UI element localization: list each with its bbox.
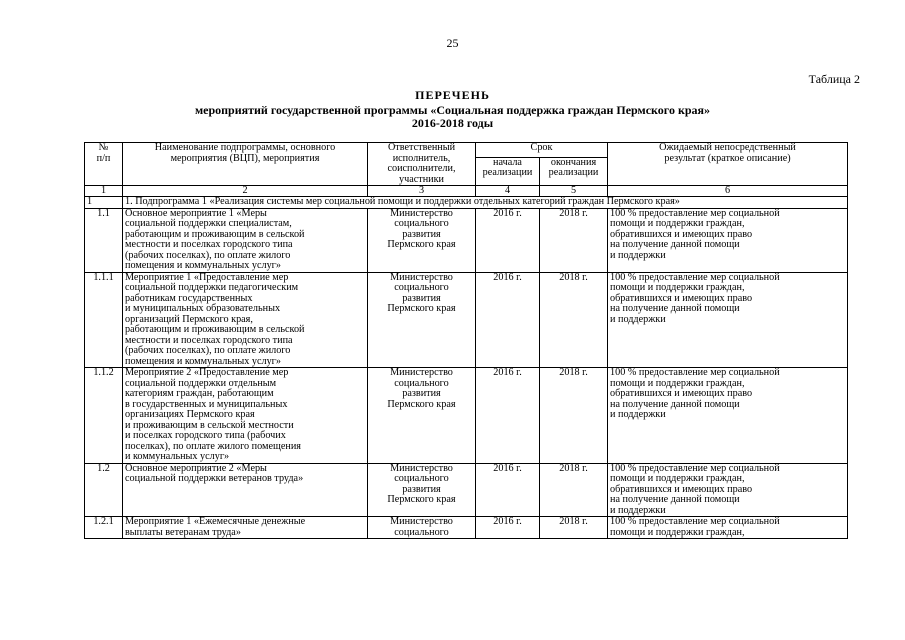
table-row bbox=[85, 517, 848, 539]
row-end: 2018 г. bbox=[540, 208, 608, 272]
row-result: 100 % предоставление мер социальной помощи и поддержки граждан, bbox=[608, 517, 848, 539]
table-row bbox=[85, 463, 848, 517]
column-number: 5 bbox=[540, 186, 608, 197]
row-start: 2016 г. bbox=[476, 208, 540, 272]
measures-table bbox=[84, 142, 848, 539]
row-end: 2018 г. bbox=[540, 272, 608, 368]
row-result: 100 % предоставление мер социальной помощи и поддержки граждан, обратившихся и имеющих право на получение данной помощи и поддержки bbox=[608, 463, 848, 517]
row-responsible: Министерство социального развития Пермского края bbox=[368, 463, 476, 517]
row-number: 1.1.2 bbox=[85, 368, 123, 464]
column-number: 6 bbox=[608, 186, 848, 197]
document-subtitle bbox=[0, 104, 905, 130]
row-name: Мероприятие 1 «Ежемесячные денежные выплаты ветеранам труда» bbox=[123, 517, 368, 539]
row-result: 100 % предоставление мер социальной помощи и поддержки граждан, обратившихся и имеющих право на получение данной помощи и поддержки bbox=[608, 368, 848, 464]
column-number: 2 bbox=[123, 186, 368, 197]
page-number: 25 bbox=[446, 36, 459, 50]
row-end: 2018 г. bbox=[540, 517, 608, 539]
subtitle-line-2: 2016-2018 годы bbox=[411, 116, 494, 130]
section-number: 1 bbox=[85, 197, 123, 209]
row-name: Основное мероприятие 2 «Меры социальной поддержки ветеранов труда» bbox=[123, 463, 368, 517]
header-responsible: Ответственный исполнитель, соисполнители, участники bbox=[368, 143, 476, 186]
row-responsible: Министерство социального развития Пермского края bbox=[368, 208, 476, 272]
column-number: 3 bbox=[368, 186, 476, 197]
header-name: Наименование подпрограммы, основного мероприятия (ВЦП), мероприятия bbox=[123, 143, 368, 186]
column-number: 1 bbox=[85, 186, 123, 197]
header-start: начала реализации bbox=[476, 157, 540, 185]
column-number-row bbox=[85, 186, 848, 197]
section-title: 1. Подпрограмма 1 «Реализация системы мер социальной помощи и поддержки отдельных категорий граждан Пермского края» bbox=[123, 197, 848, 209]
row-responsible: Министерство социального развития Пермского края bbox=[368, 368, 476, 464]
section-row bbox=[85, 197, 848, 209]
column-number: 4 bbox=[476, 186, 540, 197]
row-result: 100 % предоставление мер социальной помощи и поддержки граждан, обратившихся и имеющих право на получение данной помощи и поддержки bbox=[608, 208, 848, 272]
table-label: Таблица 2 bbox=[808, 72, 860, 86]
row-end: 2018 г. bbox=[540, 463, 608, 517]
header-row bbox=[85, 143, 848, 158]
row-responsible: Министерство социального bbox=[368, 517, 476, 539]
document-title: ПЕРЕЧЕНЬ bbox=[415, 88, 490, 102]
row-result: 100 % предоставление мер социальной помощи и поддержки граждан, обратившихся и имеющих право на получение данной помощи и поддержки bbox=[608, 272, 848, 368]
table-row bbox=[85, 208, 848, 272]
row-number: 1.2 bbox=[85, 463, 123, 517]
row-start: 2016 г. bbox=[476, 368, 540, 464]
table-row bbox=[85, 272, 848, 368]
row-number: 1.1 bbox=[85, 208, 123, 272]
row-responsible: Министерство социального развития Пермского края bbox=[368, 272, 476, 368]
row-name: Мероприятие 1 «Предоставление мер социальной поддержки педагогическим работникам государственных и муниципальных образовательных организаций Пермского края, работающим и проживающим в сельской местности и поселках городского типа (рабочих поселках), по оплате жилого помещения и коммунальных услуг» bbox=[123, 272, 368, 368]
row-start: 2016 г. bbox=[476, 272, 540, 368]
subtitle-line-1: мероприятий государственной программы «Социальная поддержка граждан Пермского края» bbox=[194, 103, 711, 117]
header-number: № п/п bbox=[85, 143, 123, 186]
row-number: 1.1.1 bbox=[85, 272, 123, 368]
row-number: 1.2.1 bbox=[85, 517, 123, 539]
header-term: Срок bbox=[476, 143, 608, 158]
row-end: 2018 г. bbox=[540, 368, 608, 464]
header-end: окончания реализации bbox=[540, 157, 608, 185]
row-name: Мероприятие 2 «Предоставление мер социальной поддержки отдельным категориям граждан, работающим в государственных и муниципальных организациях Пермского края и проживающим в сельской местности и поселках городского типа (рабочих поселках), по оплате жилого помещения и коммунальных услуг» bbox=[123, 368, 368, 464]
header-result: Ожидаемый непосредственный результат (краткое описание) bbox=[608, 143, 848, 186]
row-start: 2016 г. bbox=[476, 517, 540, 539]
table-row bbox=[85, 368, 848, 464]
row-start: 2016 г. bbox=[476, 463, 540, 517]
row-name: Основное мероприятие 1 «Меры социальной поддержки специалистам, работающим и проживающим в сельской местности и поселках городского типа (рабочих поселках), по оплате жилого помещения и коммунальных услуг» bbox=[123, 208, 368, 272]
